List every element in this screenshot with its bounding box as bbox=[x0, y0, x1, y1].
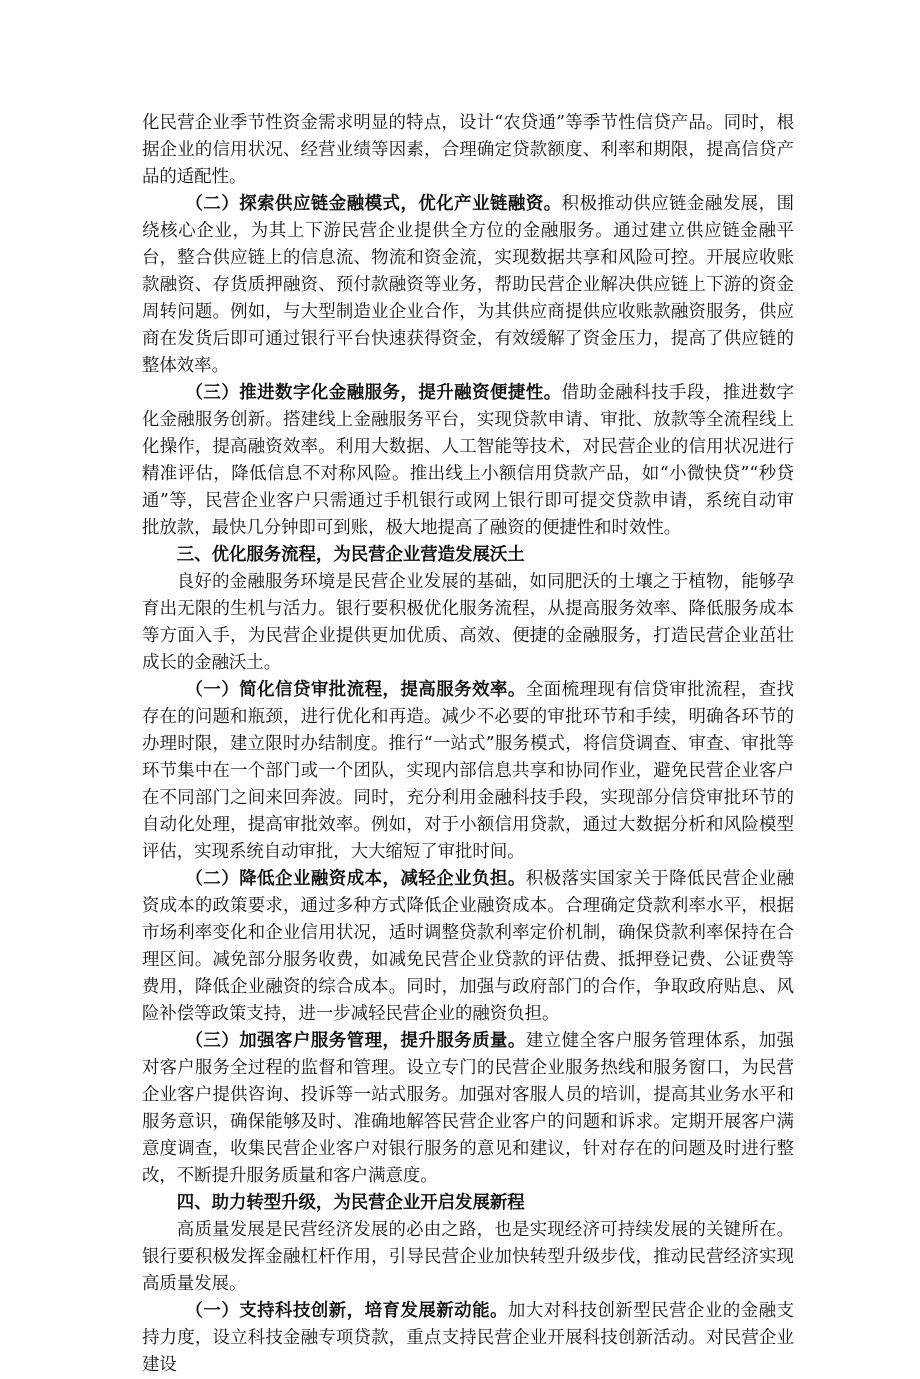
paragraph-body: 加大对科技创新型民营企业的金融支持力度，设立科技金融专项贷款，重点支持民营企业开展科技创新活动。对民营企业建设 bbox=[142, 1301, 794, 1375]
paragraph-body: 全面梳理现有信贷审批流程，查找存在的问题和瓶颈，进行优化和再造。减少不必要的审批环节和手续，明确各环节的办理时限，建立限时办结制度。推行“一站式”服务模式，将信贷调查、审查、审批等环节集中在一个部门或一个团队，实现内部信息共享和协同作业，避免民营企业客户在不同部门之间来回奔波。同时，充分利用金融科技手段，实现部分信贷审批环节的自动化处理，提高审批效率。例如，对于小额信用贷款，通过大数据分析和风险模型评估，实现系统自动审批，大大缩短了审批时间。 bbox=[142, 680, 794, 862]
paragraph-approval-process bbox=[142, 677, 794, 866]
paragraph-upgrade-intro: 高质量发展是民营经济发展的必由之路，也是实现经济可持续发展的关键所在。银行要积极发挥金融杠杆作用，引导民营企业加快转型升级步伐，推动民营经济实现高质量发展。 bbox=[142, 1220, 794, 1294]
subheading-customer-service: （三）加强客户服务管理，提升服务质量。 bbox=[185, 1031, 526, 1051]
paragraph-body: 借助金融科技手段，推进数字化金融服务创新。搭建线上金融服务平台，实现贷款申请、审批、放款等全流程线上化操作，提高融资效率。利用大数据、人工智能等技术，对民营企业的信用状况进行精准评估，降低信息不对称风险。推出线上小额信用贷款产品，如“小微快贷”“秒贷通”等，民营企业客户只需通过手机银行或网上银行即可提交贷款申请，系统自动审批放款，最快几分钟即可到账，极大地提高了融资的便捷性和时效性。 bbox=[142, 383, 794, 538]
paragraph-financing-cost bbox=[142, 866, 794, 1028]
paragraph-tech-innovation bbox=[142, 1298, 794, 1379]
paragraph-customer-service bbox=[142, 1028, 794, 1190]
paragraph-supply-chain bbox=[142, 191, 794, 380]
section-heading-4: 四、助力转型升级，为民营企业开启发展新程 bbox=[176, 1193, 525, 1213]
subheading-digital-finance: （三）推进数字化金融服务，提升融资便捷性。 bbox=[185, 383, 562, 403]
paragraph-body: 积极推动供应链金融发展，围绕核心企业，为其上下游民营企业提供全方位的金融服务。通过建立供应链金融平台，整合供应链上的信息流、物流和资金流，实现数据共享和风险可控。开展应收账款融资、存货质押融资、预付款融资等业务，帮助民营企业解决供应链上下游的资金周转问题。例如，与大型制造业企业合作，为其供应商提供应收账款融资服务，供应商在发货后即可通过银行平台快速获得资金，有效缓解了资金压力，提高了供应链的整体效率。 bbox=[142, 194, 794, 376]
subheading-financing-cost: （二）降低企业融资成本，减轻企业负担。 bbox=[185, 869, 526, 889]
paragraph-body: 积极落实国家关于降低民营企业融资成本的政策要求，通过多种方式降低企业融资成本。合理确定贷款利率水平，根据市场利率变化和企业信用状况，适时调整贷款利率定价机制，确保贷款利率保持在合理区间。减免部分服务收费，如减免民营企业贷款的评估费、抵押登记费、公证费等费用，降低企业融资的综合成本。同时，加强与政府部门的合作，争取政府贴息、风险补偿等政策支持，进一步减轻民营企业的融资负担。 bbox=[142, 869, 794, 1024]
document-page bbox=[142, 110, 794, 1379]
paragraph-digital-finance bbox=[142, 380, 794, 542]
subheading-tech-innovation: （一）支持科技创新，培育发展新动能。 bbox=[185, 1301, 508, 1321]
subheading-approval-process: （一）简化信贷审批流程，提高服务效率。 bbox=[185, 680, 526, 700]
section-heading-3: 三、优化服务流程，为民营企业营造发展沃土 bbox=[176, 545, 525, 565]
paragraph-service-intro: 良好的金融服务环境是民营企业发展的基础，如同肥沃的土壤之于植物，能够孕育出无限的生机与活力。银行要积极优化服务流程，从提高服务效率、降低服务成本等方面入手，为民营企业提供更加优质、高效、便捷的金融服务，打造民营企业茁壮成长的金融沃土。 bbox=[142, 572, 794, 673]
subheading-supply-chain: （二）探索供应链金融模式，优化产业链融资。 bbox=[185, 194, 562, 214]
paragraph-body: 建立健全客户服务管理体系，加强对客户服务全过程的监督和管理。设立专门的民营企业服务热线和服务窗口，为民营企业客户提供咨询、投诉等一站式服务。加强对客服人员的培训，提高其业务水平和服务意识，确保能够及时、准确地解答民营企业客户的问题和诉求。定期开展客户满意度调查，收集民营企业客户对银行服务的意见和建议，针对存在的问题及时进行整改，不断提升服务质量和客户满意度。 bbox=[142, 1031, 794, 1186]
paragraph-continuation: 化民营企业季节性资金需求明显的特点，设计“农贷通”等季节性信贷产品。同时，根据企业的信用状况、经营业绩等因素，合理确定贷款额度、利率和期限，提高信贷产品的适配性。 bbox=[142, 113, 794, 187]
